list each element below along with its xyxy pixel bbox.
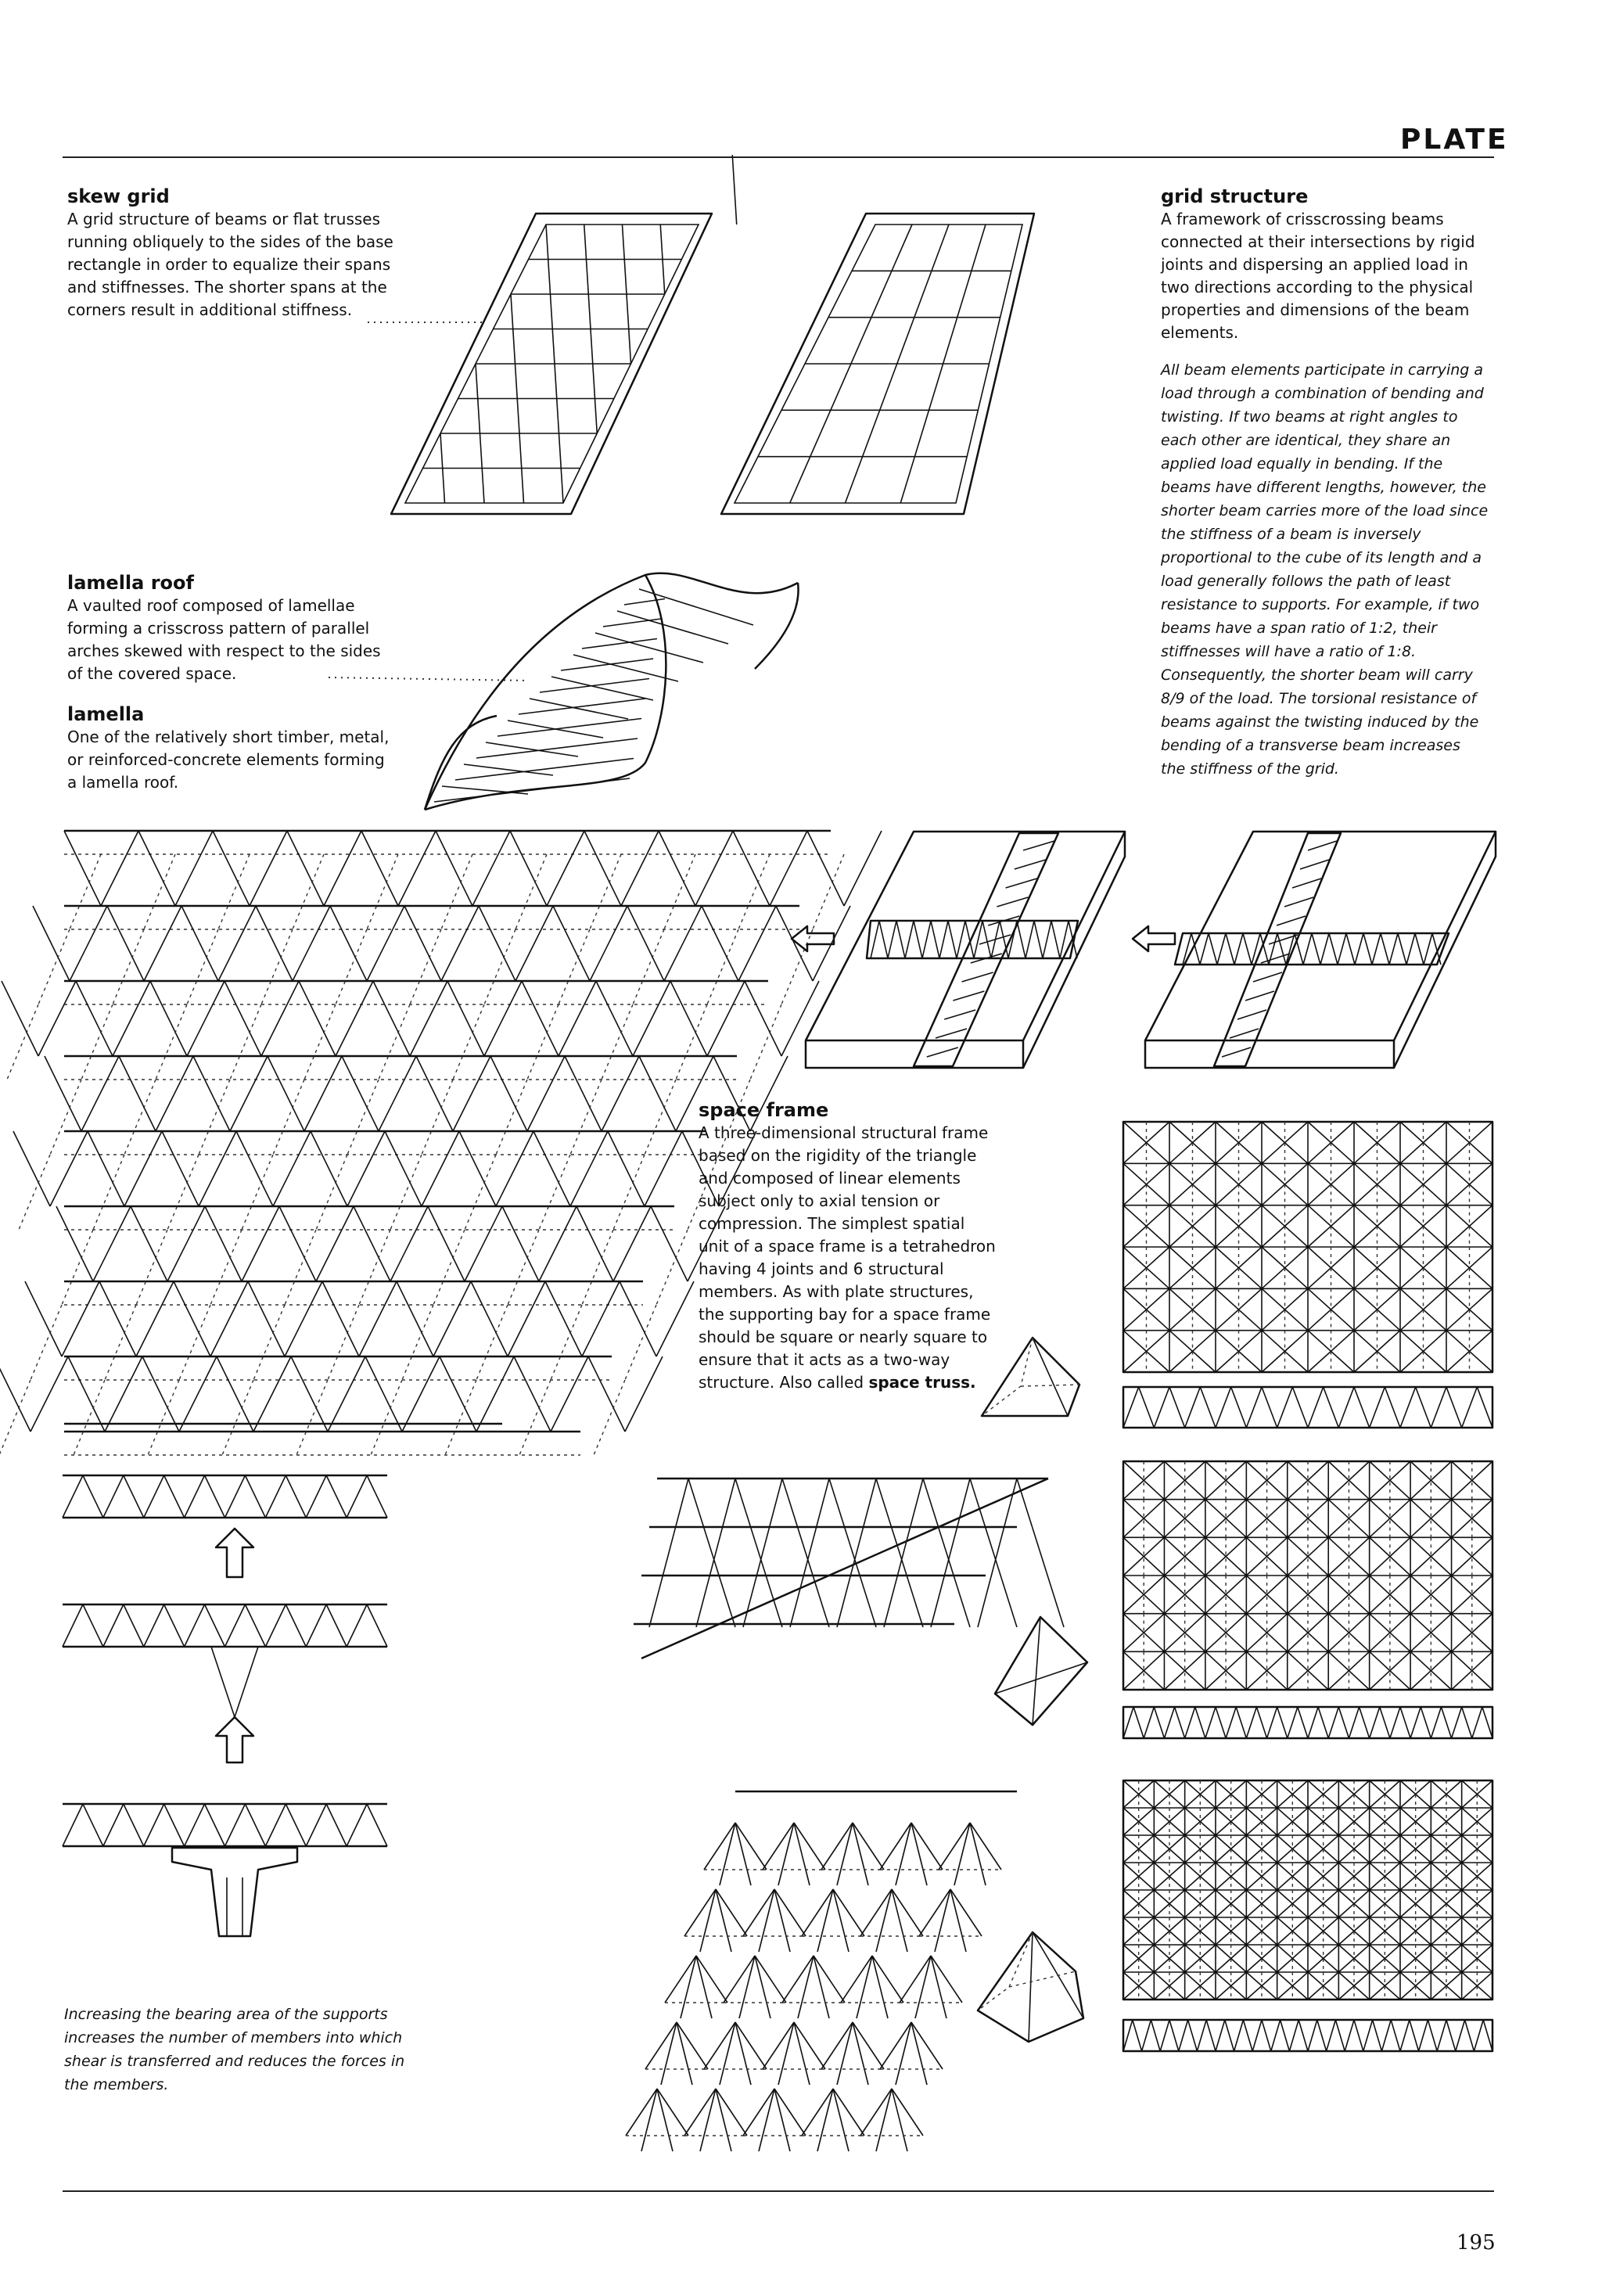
support-note: Increasing the bearing area of the supports increases the number of members into which shear is transferred and reduces the forces in the members. <box>64 2006 405 2093</box>
page-number: 195 <box>1457 2231 1496 2255</box>
space-frame-grid <box>641 1471 1064 1682</box>
skew-grid-definition: A grid structure of beams or flat trusses running obliquely to the sides of the base rectangle in order to equalize their spans and stiffnesses. The shorter spans at the corners result in additional stiffness. <box>67 210 393 319</box>
grid-structure-term: grid structure <box>1161 185 1309 207</box>
truss-elevation <box>63 1471 391 1525</box>
truss-elevation <box>63 1799 391 1940</box>
grid-structure-note: All beam elements participate in carrying a load through a combination of bending and twisting. If two beams at right angles to each other are identical, they share an applied load equally in bending. If the beams have different lengths, however, the shorter beam carries more of the load since the stiffness of a beam is inversely proportional to the cube of its length and a load generally follows the path of least resistance to supports. For example, if two beams have a span ratio of 1:2, their stiffnesses will have a ratio of 1:8. Consequently, the shorter beam will carry 8/9 of the load. The torsional resistance of beams against the twisting induced by the bending of a transverse beam increases the stiffness of the grid. <box>1161 361 1489 778</box>
skew-grid-illustration <box>383 207 727 520</box>
space-frame-plan <box>1119 1457 1497 1746</box>
beam-strip-diagram <box>796 825 1133 1076</box>
grid-structure-definition: A framework of crisscrossing beams connected at their intersections by rigid joints and dispersing an applied load in two directions according to the physical properties and dimensions of the beam elements. <box>1161 210 1475 342</box>
orthogonal-grid-illustration <box>713 207 1042 520</box>
lamella-roof-definition: A vaulted roof composed of lamellae forming a crisscross pattern of parallel arches skewed with respect to the sides of the covered space. <box>67 596 381 683</box>
lamella-vault-illustration <box>411 520 817 817</box>
lamella-roof-term: lamella roof <box>67 572 194 594</box>
arrow-up-icon <box>211 1525 258 1580</box>
space-frame-perspective <box>64 821 846 1432</box>
space-frame-plan <box>1119 1117 1497 1438</box>
lamella-term: lamella <box>67 703 145 725</box>
skew-grid-term: skew grid <box>67 185 170 207</box>
beam-strip-diagram <box>1136 825 1503 1076</box>
lamella-definition: One of the relatively short timber, metal, or reinforced-concrete elements forming a lamella roof. <box>67 728 390 792</box>
truss-elevation <box>63 1600 391 1764</box>
space-frame-term: space frame <box>699 1099 829 1121</box>
space-frame-definition: A three-dimensional structural frame based on the rigidity of the triangle and composed of linear elements subject only to axial tension or compression. The simplest spatial unit of a space frame is a tetrahedron having 4 joints and 6 structural members. As with plate structures, the supporting bay for a space frame should be square or nearly square to ensure that it acts as a two-way structure. Also called <box>699 1123 996 1392</box>
page-title: PLATE <box>1400 124 1509 156</box>
square-pyramid-icon <box>974 1330 1083 1424</box>
space-frame-grid <box>641 1776 1064 2167</box>
space-frame-plan <box>1119 1776 1497 2057</box>
space-frame-alias: space truss. <box>868 1373 976 1392</box>
